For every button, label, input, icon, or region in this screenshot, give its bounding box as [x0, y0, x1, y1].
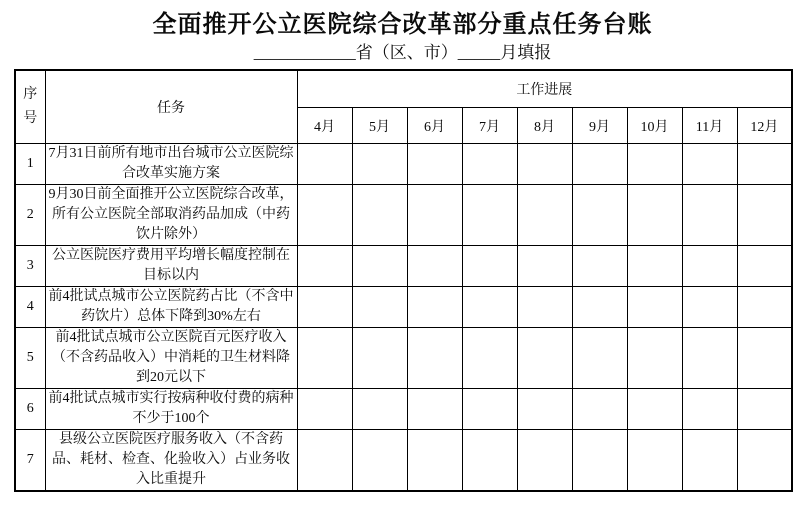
- table-row: [15, 328, 792, 389]
- month-blank: _____: [457, 43, 501, 62]
- table-row: [15, 144, 792, 185]
- header-month: 6月: [407, 108, 462, 144]
- progress-cell: [682, 389, 737, 430]
- progress-cell: [407, 185, 462, 246]
- progress-cell: [407, 328, 462, 389]
- progress-cell: [627, 246, 682, 287]
- progress-cell: [737, 185, 792, 246]
- header-row-top: [15, 70, 792, 108]
- progress-cell: [572, 328, 627, 389]
- progress-cell: [517, 287, 572, 328]
- progress-cell: [682, 287, 737, 328]
- progress-cell: [682, 328, 737, 389]
- progress-cell: [682, 430, 737, 492]
- header-month: 10月: [627, 108, 682, 144]
- progress-cell: [352, 287, 407, 328]
- progress-cell: [572, 287, 627, 328]
- header-month: 5月: [352, 108, 407, 144]
- progress-cell: [297, 246, 352, 287]
- header-month: 8月: [517, 108, 572, 144]
- header-month: 12月: [737, 108, 792, 144]
- progress-cell: [737, 328, 792, 389]
- progress-cell: [737, 430, 792, 492]
- row-index: 4: [15, 287, 45, 328]
- progress-cell: [352, 328, 407, 389]
- month-report-label: 月填报: [500, 43, 552, 62]
- progress-cell: [517, 246, 572, 287]
- task-cell: 前4批试点城市公立医院百元医疗收入（不含药品收入）中消耗的卫生材料降到20元以下: [45, 328, 297, 389]
- progress-cell: [297, 389, 352, 430]
- header-work-progress: 工作进展: [297, 70, 792, 108]
- header-task: 任务: [45, 70, 297, 144]
- progress-cell: [682, 185, 737, 246]
- table-row: [15, 185, 792, 246]
- row-index: 3: [15, 246, 45, 287]
- progress-cell: [517, 389, 572, 430]
- progress-cell: [462, 389, 517, 430]
- progress-cell: [517, 185, 572, 246]
- table-row: [15, 430, 792, 492]
- progress-cell: [682, 144, 737, 185]
- progress-cell: [352, 430, 407, 492]
- progress-cell: [682, 246, 737, 287]
- header-month: 7月: [462, 108, 517, 144]
- progress-cell: [517, 430, 572, 492]
- progress-cell: [407, 144, 462, 185]
- header-month: 4月: [297, 108, 352, 144]
- progress-cell: [572, 246, 627, 287]
- province-blank: ____________: [253, 43, 356, 62]
- progress-cell: [737, 144, 792, 185]
- table-row: [15, 389, 792, 430]
- progress-cell: [517, 328, 572, 389]
- task-cell: 9月30日前全面推开公立医院综合改革，所有公立医院全部取消药品加成（中药饮片除外）: [45, 185, 297, 246]
- progress-cell: [352, 144, 407, 185]
- progress-cell: [462, 144, 517, 185]
- row-index: 7: [15, 430, 45, 492]
- progress-cell: [462, 287, 517, 328]
- progress-cell: [627, 144, 682, 185]
- progress-cell: [297, 328, 352, 389]
- progress-cell: [407, 430, 462, 492]
- document-title: 全面推开公立医院综合改革部分重点任务台账: [152, 12, 653, 38]
- progress-cell: [462, 246, 517, 287]
- header-index-label: 序号: [23, 87, 38, 126]
- progress-cell: [627, 389, 682, 430]
- progress-cell: [297, 144, 352, 185]
- progress-cell: [517, 144, 572, 185]
- progress-cell: [352, 389, 407, 430]
- progress-cell: [462, 430, 517, 492]
- task-cell: 前4批试点城市公立医院药占比（不含中药饮片）总体下降到30%左右: [45, 287, 297, 328]
- progress-cell: [737, 287, 792, 328]
- header-month: 9月: [572, 108, 627, 144]
- task-table-body: [15, 144, 792, 492]
- progress-cell: [352, 185, 407, 246]
- progress-cell: [297, 185, 352, 246]
- header-month: 11月: [682, 108, 737, 144]
- progress-cell: [572, 144, 627, 185]
- progress-cell: [627, 328, 682, 389]
- task-cell: 前4批试点城市实行按病种收付费的病种不少于100个: [45, 389, 297, 430]
- progress-cell: [297, 287, 352, 328]
- task-cell: 7月31日前所有地市出台城市公立医院综合改革实施方案: [45, 144, 297, 185]
- progress-cell: [737, 246, 792, 287]
- province-label: 省（区、市）: [355, 43, 458, 62]
- progress-cell: [572, 430, 627, 492]
- progress-cell: [407, 246, 462, 287]
- progress-cell: [627, 185, 682, 246]
- progress-cell: [627, 287, 682, 328]
- progress-cell: [407, 389, 462, 430]
- row-index: 1: [15, 144, 45, 185]
- document-subtitle: [0, 41, 805, 65]
- header-index: [15, 70, 45, 144]
- progress-cell: [572, 185, 627, 246]
- progress-cell: [407, 287, 462, 328]
- row-index: 5: [15, 328, 45, 389]
- progress-cell: [297, 430, 352, 492]
- progress-cell: [462, 328, 517, 389]
- table-row: [15, 287, 792, 328]
- table-row: [15, 246, 792, 287]
- progress-cell: [572, 389, 627, 430]
- task-cell: 县级公立医院医疗服务收入（不含药品、耗材、检查、化验收入）占业务收入比重提升: [45, 430, 297, 492]
- progress-cell: [737, 389, 792, 430]
- task-ledger-table: [14, 69, 793, 492]
- task-cell: 公立医院医疗费用平均增长幅度控制在目标以内: [45, 246, 297, 287]
- row-index: 2: [15, 185, 45, 246]
- progress-cell: [352, 246, 407, 287]
- progress-cell: [462, 185, 517, 246]
- progress-cell: [627, 430, 682, 492]
- row-index: 6: [15, 389, 45, 430]
